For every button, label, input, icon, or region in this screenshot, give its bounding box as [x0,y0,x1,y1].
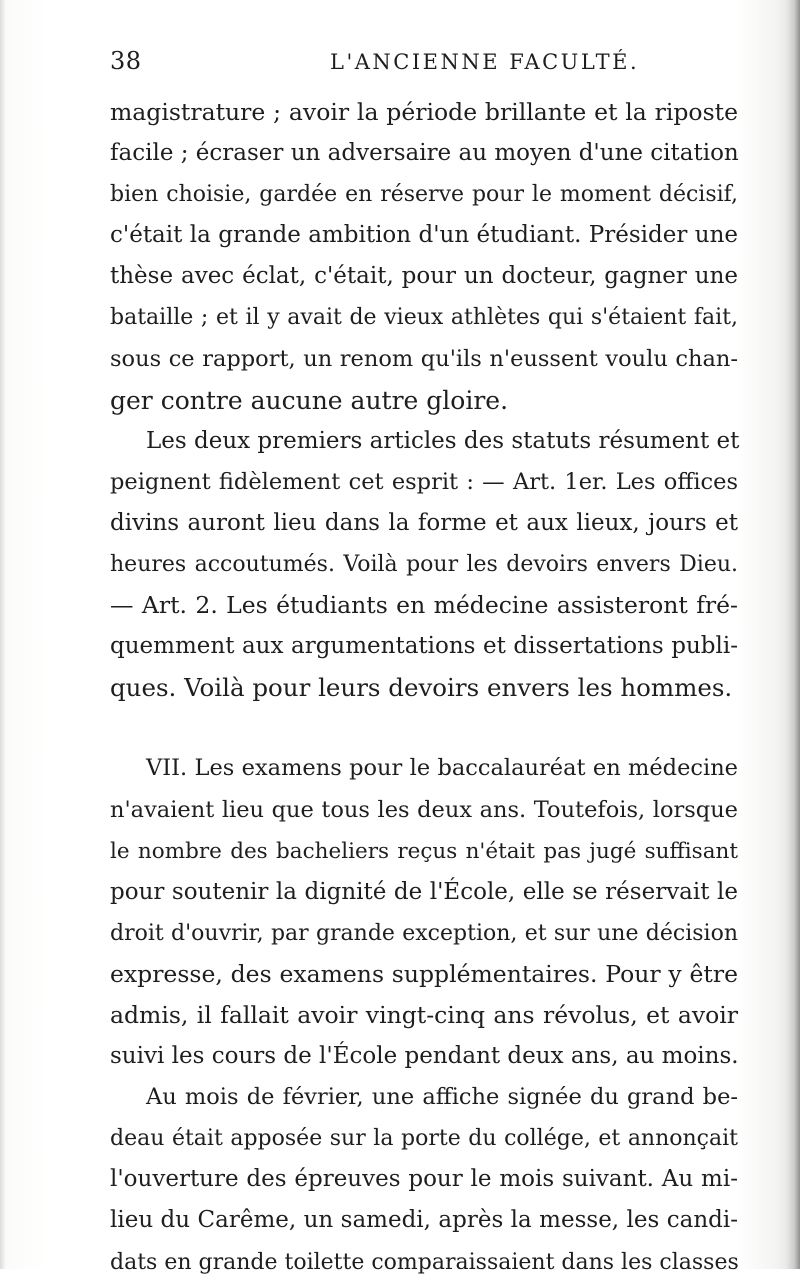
text-line: expresse, des examens supplémentaires. Pour y être [110,959,738,988]
text-line: peignent fidèlement cet esprit : — Art. 1er. Les offices [110,468,738,495]
paragraph-4 [110,1077,738,1282]
text-line: admis, il fallait avoir vingt-cinq ans révolus, et avoir [110,1000,738,1029]
text-line: — Art. 2. Les étudiants en médecine assisteront fré- [110,591,738,620]
text-line: dats en grande toilette comparaissaient dans les classes [110,1249,739,1275]
paragraph-2 [110,421,738,709]
text-line: droit d'ouvrir, par grande exception, et sur une décision [110,920,738,946]
text-line: Au mois de février, une affiche signée du grand be- [146,1084,738,1111]
text-line: l'ouverture des épreuves pour le mois suivant. Au mi- [110,1166,738,1193]
text-line: divins auront lieu dans la forme et aux lieux, jours et [110,509,738,536]
body-text [110,92,738,1283]
section-gap [110,708,738,748]
text-line: bataille ; et il y avait de vieux athlètes qui s'étaient fait, [110,305,738,331]
text-line: deau était apposée sur la porte du collége, et annonçait [110,1126,738,1152]
running-title: L'ANCIENNE FACULTÉ. [330,50,640,74]
paragraph-3 [110,748,738,1077]
page-spine-shadow [786,0,800,1269]
text-line: quemment aux argumentations et dissertations publi- [110,633,738,660]
text-line: le nombre des bacheliers reçus n'était pas jugé suffisant [110,838,738,864]
page-left-edge-shadow [0,0,6,1269]
page-number: 38 [110,47,142,75]
text-line: ques. Voilà pour leurs devoirs envers les hommes. [110,673,733,703]
text-line: thèse avec éclat, c'était, pour un docteur, gagner une [110,263,738,290]
text-line: n'avaient lieu que tous les deux ans. Toutefois, lorsque [110,796,738,823]
text-line: bien choisie, gardée en réserve pour le moment décisif, [110,182,738,208]
text-line: Les deux premiers articles des statuts résument et [146,427,740,454]
paragraph-1 [110,92,738,421]
page-header [110,46,732,80]
text-line: ger contre aucune autre gloire. [110,385,509,415]
text-line: c'était la grande ambition d'un étudiant. Présider une [110,222,738,249]
text-line: facile ; écraser un adversaire au moyen d'une citation [110,140,739,167]
text-line: lieu du Carême, un samedi, après la messe, les candi- [110,1207,738,1234]
text-line: suivi les cours de l'École pendant deux ans, au moins. [110,1043,739,1070]
text-line: magistrature ; avoir la période brillante et la riposte [110,98,738,126]
text-line: heures accoutumés. Voilà pour les devoirs envers Dieu. [110,552,738,578]
text-line: sous ce rapport, un renom qu'ils n'eussent voulu chan- [110,345,738,372]
text-line: pour soutenir la dignité de l'École, elle se réservait le [110,878,738,905]
text-line: VII. Les examens pour le baccalauréat en médecine [146,755,738,782]
